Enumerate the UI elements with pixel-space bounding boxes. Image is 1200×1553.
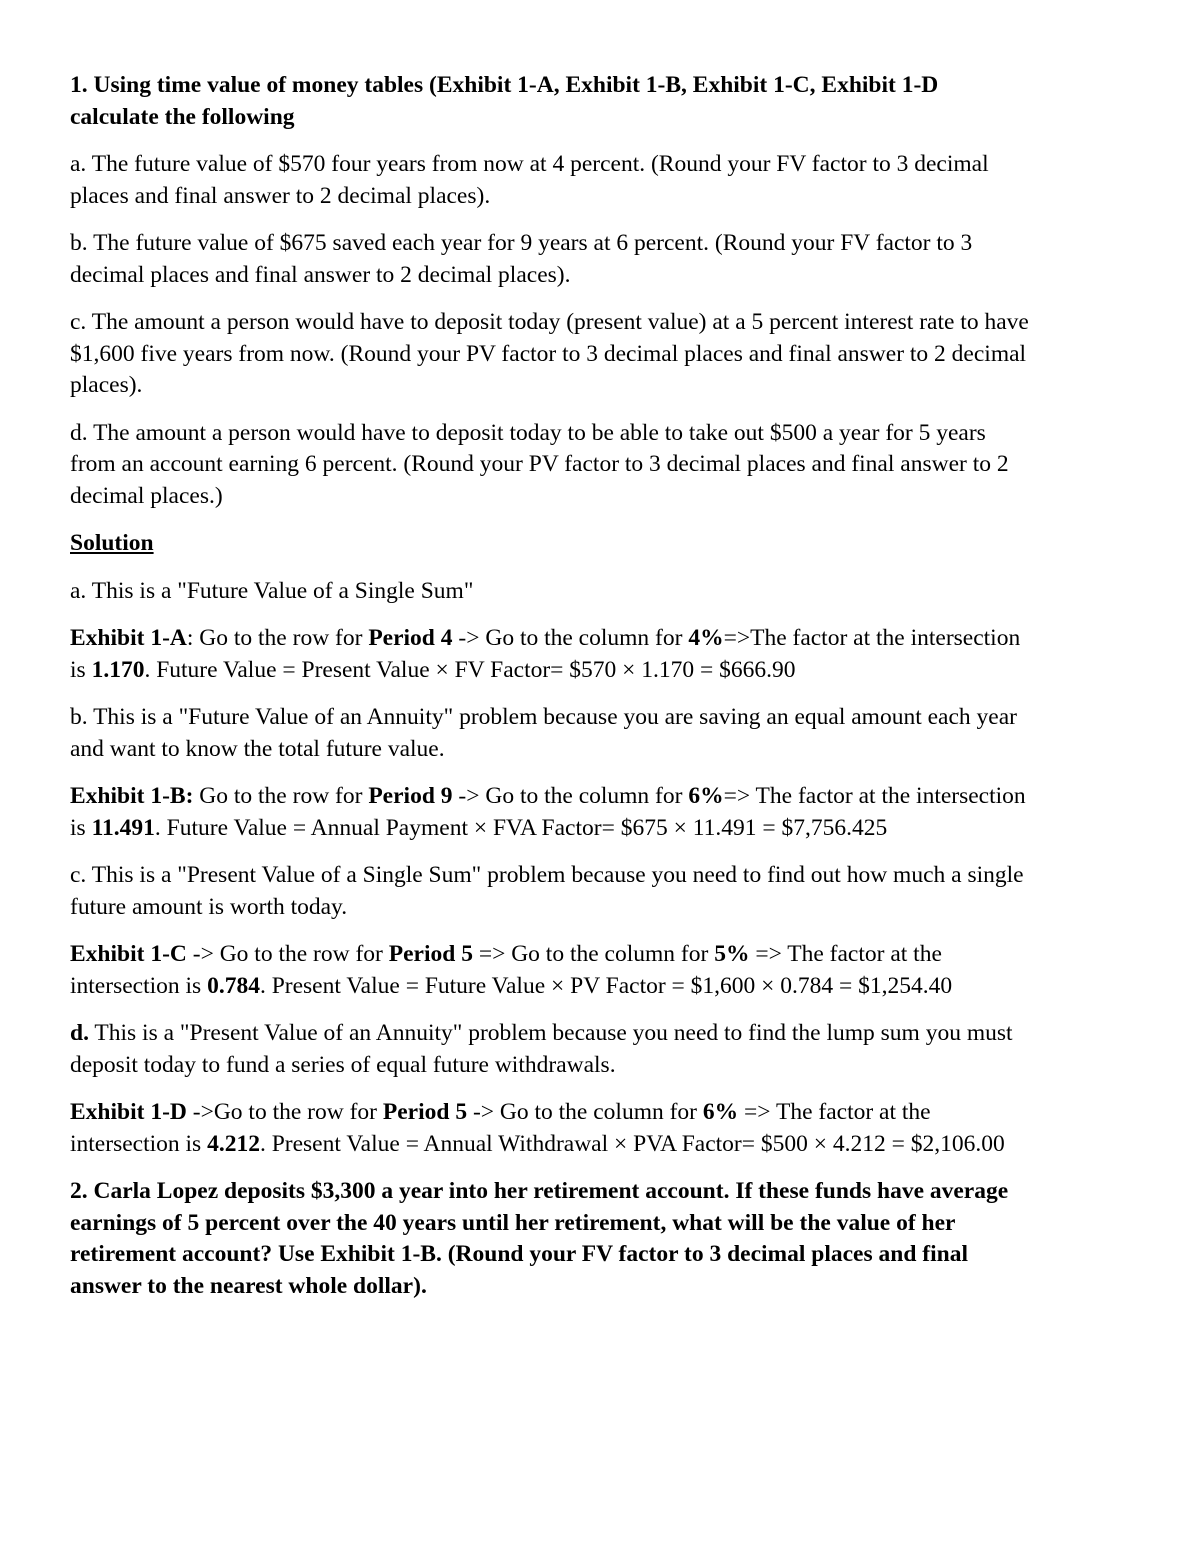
exhibit-label: Exhibit 1-B: [70,783,194,809]
solution-text: This is a "Present Value of an Annuity" problem because you need to find the lump sum you must deposit today to fund a series of equal future withdrawals. [70,1020,1013,1078]
solution-text: -> Go to the row for [186,941,389,967]
solution-text: ->Go to the row for [186,1099,383,1125]
question-2: 2. Carla Lopez deposits $3,300 a year into her retirement account. If these funds have average earnings of 5 percent over the 40 years until her retirement, what will be the value of her retirement account? Use Exhibit 1-B. (Round your FV factor to 3 decimal places and final answer to the nearest whole dollar). [70,1178,1009,1299]
solution-title-paragraph [70,528,1030,560]
solution-d-intro [70,1018,1030,1081]
solution-b-intro: b. This is a "Future Value of an Annuity" problem because you are saving an equal amount each year and want to know the total future value. [70,704,1017,762]
solution-text: => The factor at the intersection is [70,941,942,999]
solution-b-detail [70,781,1030,844]
document-page [70,70,1030,1318]
solution-a-detail [70,623,1030,686]
solution-a-intro: a. This is a "Future Value of a Single Sum" [70,577,474,604]
factor-value: 0.784 [207,972,260,999]
solution-text: -> Go to the column for [467,1099,703,1125]
solution-text: . Present Value = Future Value × PV Factor = $1,600 × 0.784 = $1,254.40 [259,972,953,999]
solution-text: . Present Value = Annual Withdrawal × PVA Factor= $500 × 4.212 = $2,106.00 [259,1130,1005,1157]
period-label: Period 5 [388,941,473,967]
factor-value: 11.491 [91,814,155,841]
solution-d-detail [70,1097,1030,1160]
rate-label: 5% [714,941,750,967]
period-label: Period 9 [368,783,453,809]
solution-text: =>The factor at the intersection is [70,625,1021,683]
exhibit-label: Exhibit 1-A [70,625,187,651]
rate-label: 6% [688,783,724,809]
solution-text: => The factor at the intersection is [70,783,1026,841]
solution-text: . Future Value = Present Value × FV Factor= $570 × 1.170 = $666.90 [144,656,796,683]
solution-text: -> Go to the column for [452,783,689,809]
factor-value: 4.212 [207,1130,260,1157]
question-1-heading: 1. Using time value of money tables (Exhibit 1-A, Exhibit 1-B, Exhibit 1-C, Exhibit 1-D calculate the following [70,72,939,130]
question-1d: d. The amount a person would have to deposit today to be able to take out $500 a year for 5 years from an account earning 6 percent. (Round your PV factor to 3 decimal places and final answer to 2 decimal places.) [70,419,1009,509]
question-1a: a. The future value of $570 four years from now at 4 percent. (Round your FV factor to 3 decimal places and final answer to 2 decimal places). [70,151,989,209]
solution-c-detail [70,939,1030,1002]
solution-text: Go to the row for [193,783,369,809]
solution-text: -> Go to the column for [452,625,689,651]
solution-title: Solution [70,530,154,556]
rate-label: 6% [702,1099,739,1125]
period-label: Period 4 [368,625,453,651]
solution-c-intro: c. This is a "Present Value of a Single Sum" problem because you need to find out how much a single future amount is worth today. [70,862,1024,920]
question-1c: c. The amount a person would have to deposit today (present value) at a 5 percent interest rate to have $1,600 five years from now. (Round your PV factor to 3 decimal places and final answer to 2 decimal places). [70,309,1029,398]
solution-text: : Go to the row for [186,625,369,651]
exhibit-label: Exhibit 1-C [70,941,187,967]
rate-label: 4% [688,625,724,651]
item-label: d. [70,1020,89,1046]
period-label: Period 5 [382,1099,468,1125]
question-1b: b. The future value of $675 saved each year for 9 years at 6 percent. (Round your FV factor to 3 decimal places and final answer to 2 decimal places). [70,230,973,288]
factor-value: 1.170 [91,656,145,683]
exhibit-label: Exhibit 1-D [70,1099,187,1125]
solution-text: => The factor at the intersection is [70,1099,931,1157]
solution-text: . Future Value = Annual Payment × FVA Factor= $675 × 11.491 = $7,756.425 [154,814,888,841]
solution-text: => Go to the column for [472,941,715,967]
